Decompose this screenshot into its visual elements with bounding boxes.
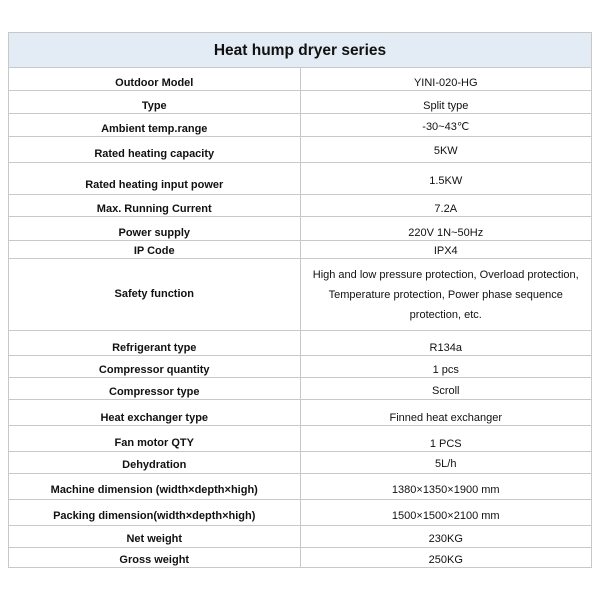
table-row — [9, 241, 592, 259]
table-row — [9, 195, 592, 217]
row-label: Compressor type — [9, 378, 301, 400]
row-value: 7.2A — [300, 195, 592, 217]
spec-table-container — [8, 32, 592, 568]
row-value: 220V 1N~50Hz — [300, 217, 592, 241]
table-row — [9, 452, 592, 474]
row-value: -30~43℃ — [300, 114, 592, 137]
row-label: Gross weight — [9, 548, 301, 568]
row-label: Fan motor QTY — [9, 426, 301, 452]
row-label: Rated heating input power — [9, 163, 301, 195]
row-label: Rated heating capacity — [9, 137, 301, 163]
row-value: 1.5KW — [300, 163, 592, 195]
row-label: Type — [9, 91, 301, 114]
table-row — [9, 400, 592, 426]
title-row — [9, 33, 592, 68]
table-row — [9, 356, 592, 378]
row-label: Safety function — [9, 259, 301, 331]
row-value: R134a — [300, 331, 592, 356]
row-label: Ambient temp.range — [9, 114, 301, 137]
row-label: Machine dimension (width×depth×high) — [9, 474, 301, 500]
table-row — [9, 526, 592, 548]
row-label: Net weight — [9, 526, 301, 548]
table-row — [9, 114, 592, 137]
row-value: 1380×1350×1900 mm — [300, 474, 592, 500]
row-value: 250KG — [300, 548, 592, 568]
row-value: Finned heat exchanger — [300, 400, 592, 426]
row-label: Max. Running Current — [9, 195, 301, 217]
row-label: Dehydration — [9, 452, 301, 474]
table-row — [9, 163, 592, 195]
row-label: Outdoor Model — [9, 68, 301, 91]
row-label: IP Code — [9, 241, 301, 259]
row-label: Heat exchanger type — [9, 400, 301, 426]
table-row — [9, 474, 592, 500]
row-value: 5KW — [300, 137, 592, 163]
row-value: 230KG — [300, 526, 592, 548]
table-row — [9, 259, 592, 331]
row-label: Packing dimension(width×depth×high) — [9, 500, 301, 526]
row-value: Split type — [300, 91, 592, 114]
table-row — [9, 217, 592, 241]
row-label: Power supply — [9, 217, 301, 241]
row-value: 1500×1500×2100 mm — [300, 500, 592, 526]
row-value: 1 PCS — [300, 426, 592, 452]
table-title: Heat hump dryer series — [9, 33, 592, 68]
row-value: High and low pressure protection, Overload protection, Temperature protection, Power phase sequence protection, etc. — [300, 259, 592, 331]
table-row — [9, 91, 592, 114]
table-row — [9, 426, 592, 452]
table-row — [9, 68, 592, 91]
spec-table — [8, 32, 592, 568]
row-value: 5L/h — [300, 452, 592, 474]
row-value: YINI-020-HG — [300, 68, 592, 91]
table-row — [9, 548, 592, 568]
row-value: IPX4 — [300, 241, 592, 259]
row-value: 1 pcs — [300, 356, 592, 378]
table-row — [9, 331, 592, 356]
row-label: Compressor quantity — [9, 356, 301, 378]
table-row — [9, 137, 592, 163]
table-row — [9, 378, 592, 400]
row-value: Scroll — [300, 378, 592, 400]
row-label: Refrigerant type — [9, 331, 301, 356]
table-row — [9, 500, 592, 526]
